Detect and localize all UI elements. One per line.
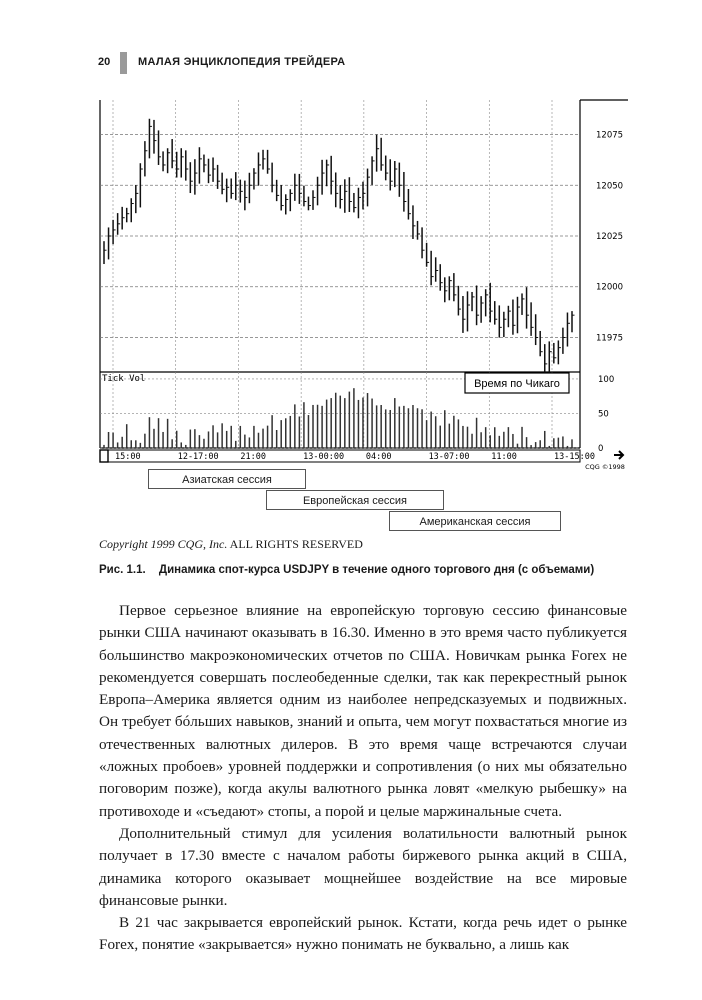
volume-bars [104, 388, 572, 448]
paragraph: Дополнительный стимул для усиления волатильности валютный рынок получает в 17.30 вместе с началом работы биржевого рынка акций в США, динамика которого оказывает мощнейшее воздействие на все мировые финансовые рынки. [99, 824, 627, 909]
price-tick-label: 12025 [596, 232, 624, 242]
volume-axis-ticks [598, 375, 614, 454]
price-tick-label: 12050 [596, 181, 624, 192]
session-asian: Азиатская сессия [148, 469, 306, 489]
time-tick-label: 15:00 [115, 452, 141, 462]
time-tick-label: 13-07:00 [428, 452, 470, 462]
tick-vol-label: Tick Vol [102, 374, 146, 384]
volume-tick-label: 50 [598, 409, 609, 420]
figure-caption-text: Динамика спот-курса USDJPY в течение одного торгового дня (с объемами) [158, 564, 595, 576]
time-tick-label: 13-00:00 [303, 452, 345, 462]
paragraph: В 21 час закрывается европейский рынок. Кстати, когда речь идет о рынке Forex, понятие «закрывается» нужно понимать не буквально, а лишь как [99, 914, 627, 954]
timezone-label: Время по Чикаго [474, 378, 560, 390]
body-text [99, 600, 627, 957]
figure-label: Рис. 1.1. [99, 564, 146, 576]
time-tick-label: 11:00 [491, 452, 517, 462]
figure-caption [99, 564, 594, 576]
time-tick-label: 21:00 [240, 452, 267, 462]
time-tick-label: 12-17:00 [177, 452, 219, 462]
price-axis-ticks [596, 131, 623, 344]
time-tick-label: 04:00 [365, 452, 392, 462]
time-tick-label: 13-15:00 [554, 452, 595, 462]
price-tick-label: 11975 [596, 333, 624, 344]
paragraph: Первое серьезное влияние на европейскую торговую сессию финансовые рынки США начинают оказывать в 16.30. Именно в это время часто публикуется большинство макроэкономических отчетов по США. Новичкам рынка Forex не рекомендуется совершать послеобеденные сделки, так как перекрестный рынок Европа–Америка является одним из наиболее непредсказуемых и подвижных. Он требует бóльших навыков, знаний и опыта, чем могут похвастаться многие из отечественных валютных дилеров. В это время чаще встречаются случаи «ложных пробоев» уровней поддержки и сопротивления (о них мы обязательно поговорим позже), когда акулы валютного рынка ловят «мелкую рыбешку» на противоходе и «съедают» стопы, а порой и целые маржинальные счета. [99, 602, 627, 820]
page-number: 20 [98, 56, 111, 68]
volume-tick-label: 0 [598, 444, 604, 454]
session-american: Американская сессия [389, 511, 561, 531]
price-tick-label: 12075 [596, 130, 624, 141]
arrow-right-icon [614, 451, 623, 459]
volume-tick-label: 100 [598, 374, 615, 385]
copyright-line [99, 537, 363, 552]
copyright-prefix: Copyright 1999 CQG, Inc. [99, 537, 228, 551]
time-axis-handle [100, 450, 108, 462]
cqg-source-mark: CQG ©1998 [585, 463, 625, 471]
copyright-suffix: ALL RIGHTS RESERVED [229, 537, 363, 551]
session-european: Европейская сессия [266, 490, 444, 510]
book-title: МАЛАЯ ЭНЦИКЛОПЕДИЯ ТРЕЙДЕРА [138, 56, 346, 68]
price-tick-label: 12000 [596, 282, 624, 293]
price-candles [104, 119, 575, 378]
